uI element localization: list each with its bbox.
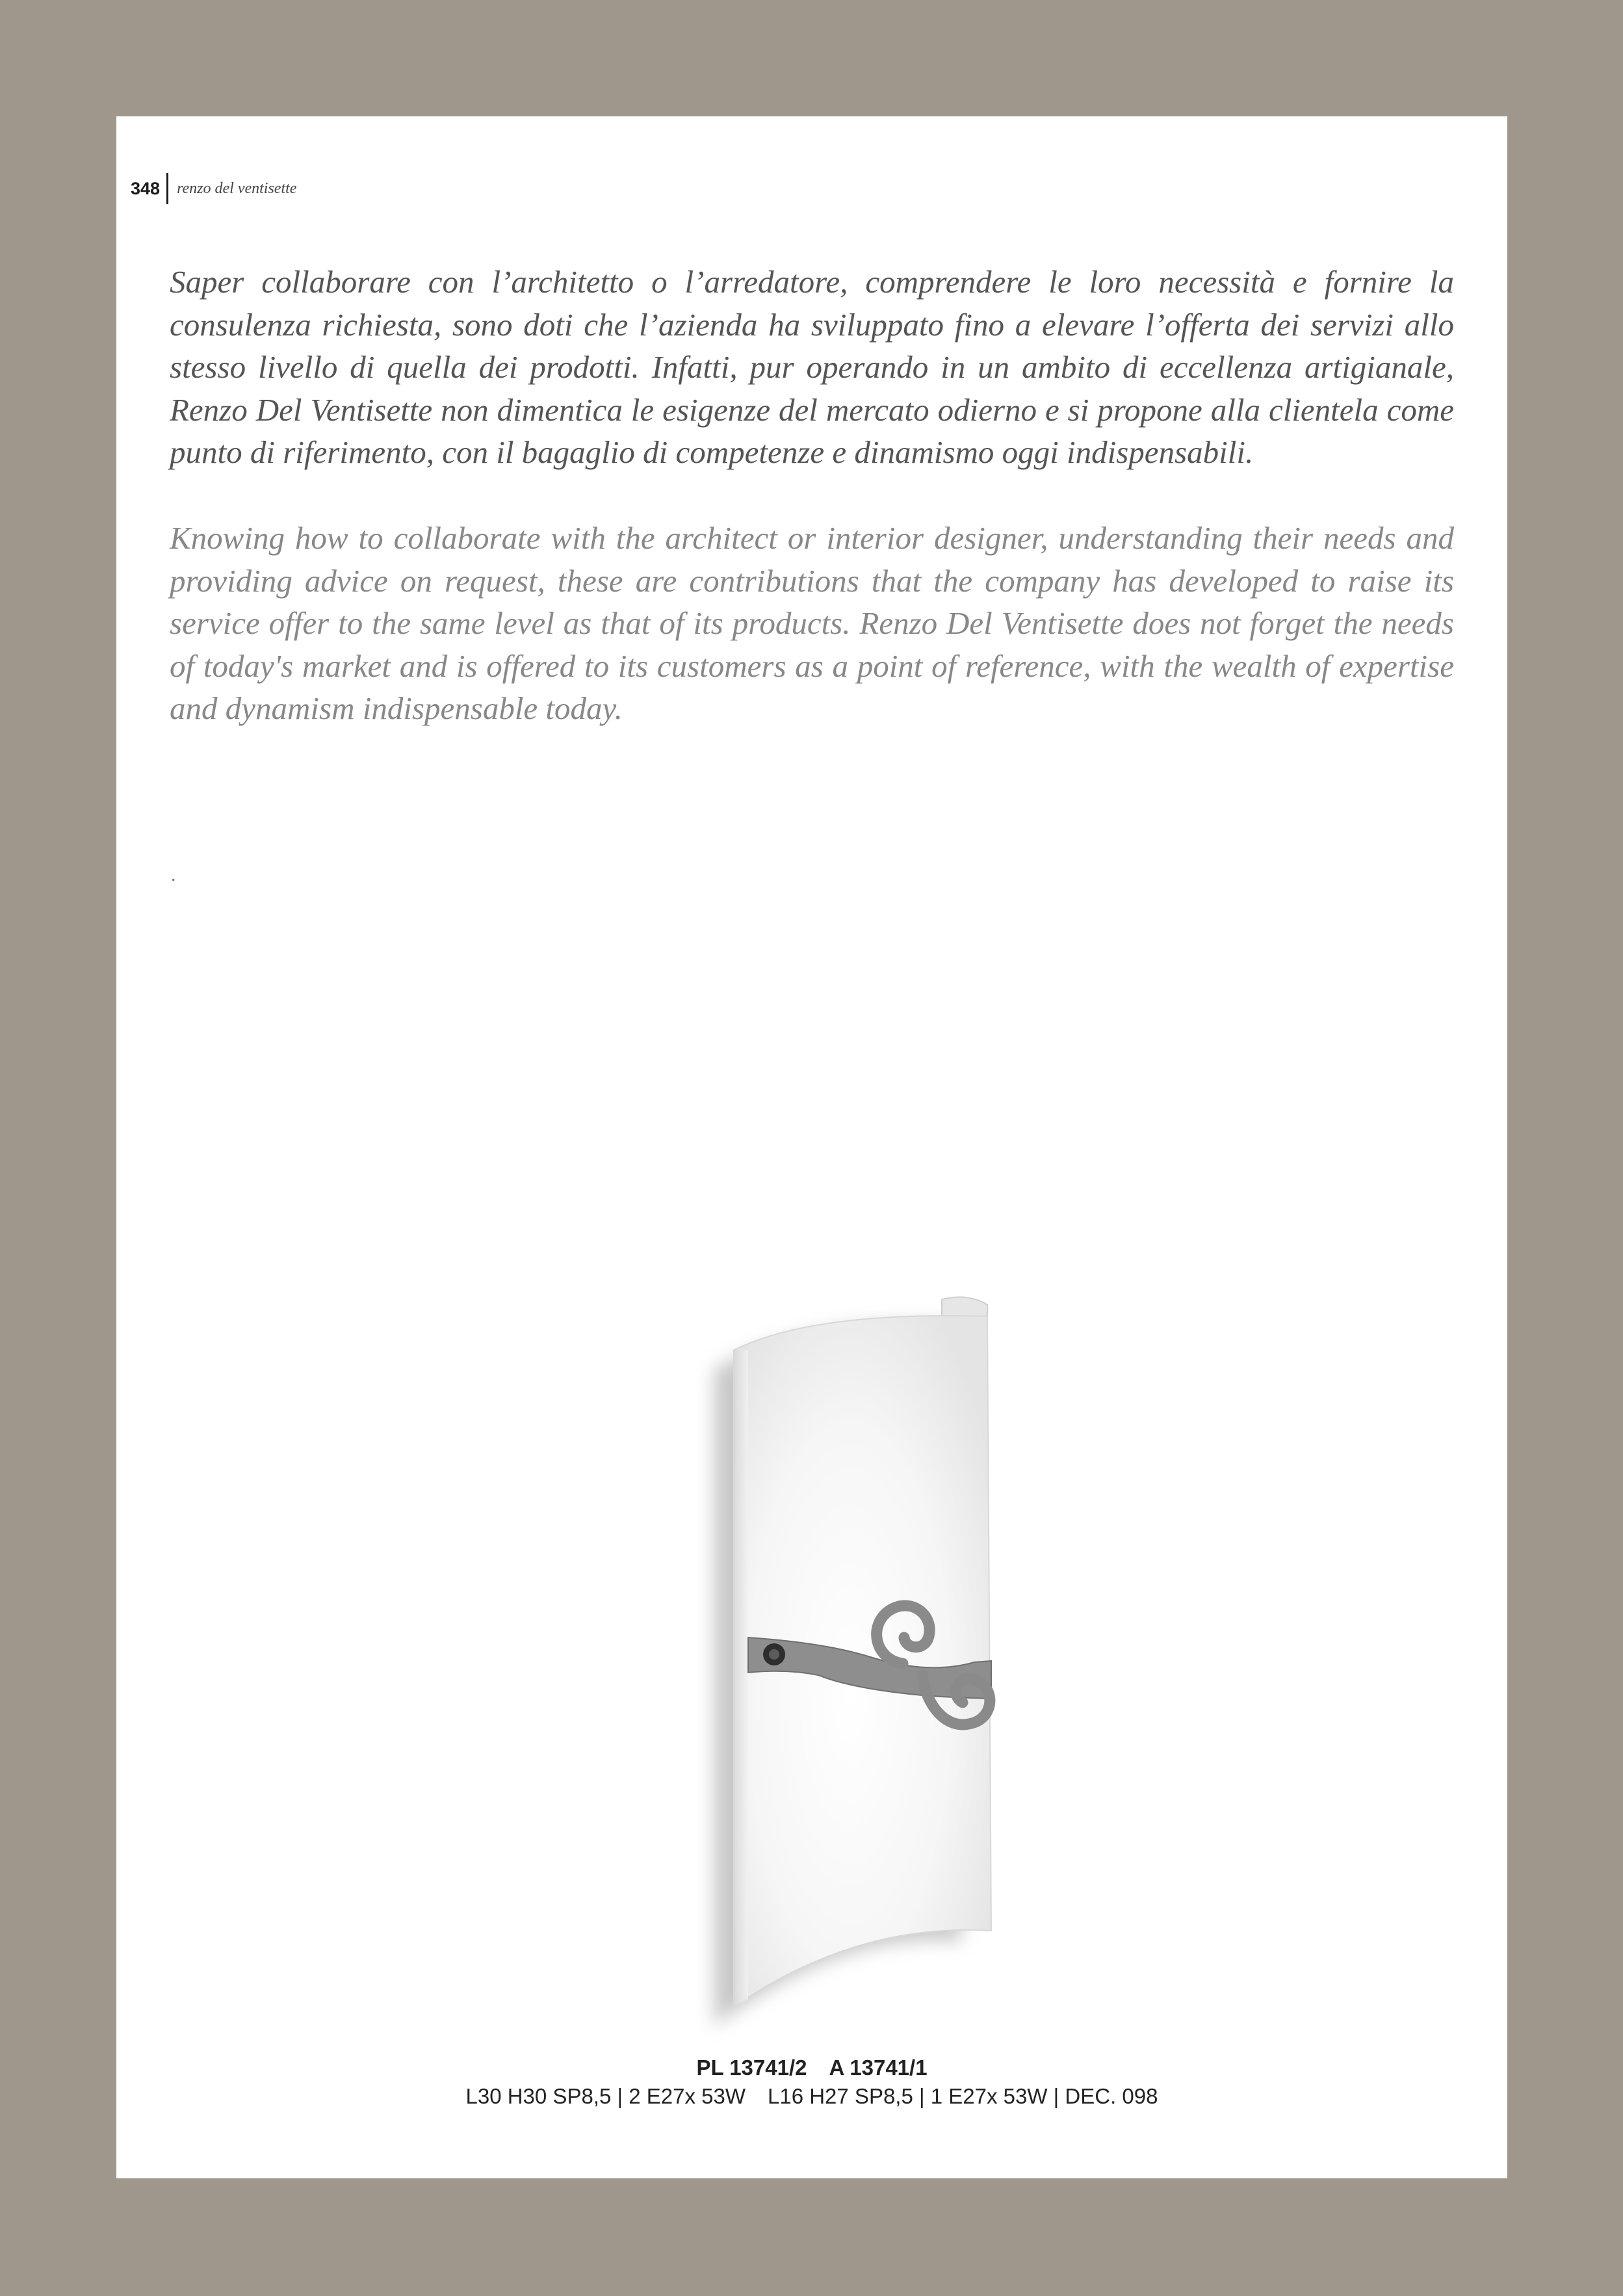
product-caption	[116, 2054, 1507, 2111]
product-code-a: A 13741/1	[829, 2055, 928, 2080]
catalog-page	[116, 116, 1507, 2178]
page-header	[131, 172, 296, 205]
page-number: 348	[131, 178, 161, 198]
product-codes	[116, 2054, 1507, 2082]
english-paragraph: Knowing how to collaborate with the architect or interior designer, understanding their needs and providing advice on request, these are contributions that the company has developed to raise its service offer to the same level as that of its products. Renzo Del Ventisette does not forget the needs of today's market and is offered to its customers as a point of reference, with the wealth of expertise and dynamism indispensable today.	[170, 520, 1454, 726]
header-divider	[166, 173, 168, 204]
product-code-pl: PL 13741/2	[696, 2055, 807, 2080]
product-specs	[116, 2082, 1507, 2111]
running-title: renzo del ventisette	[177, 179, 297, 197]
italian-paragraph: Saper collaborare con l’architetto o l’arredatore, comprendere le loro necessità e fornire la consulenza richiesta, sono doti che l’azienda ha sviluppato fino a elevare l’offerta dei servizi allo stesso livello di quella dei prodotti. Infatti, pur operando in un ambito di eccellenza artigianale, Renzo Del Ventisette non dimentica le esigenze del mercato odierno e si propone alla clientela come punto di riferimento, con il bagaglio di competenze e dinamismo oggi indispensabili.	[170, 264, 1454, 470]
wall-lamp-image	[578, 1220, 1046, 2078]
product-spec-pl: L30 H30 SP8,5 | 2 E27x 53W	[465, 2084, 746, 2108]
product-spec-a: L16 H27 SP8,5 | 1 E27x 53W | DEC. 098	[768, 2084, 1158, 2108]
trailing-dot: .	[171, 864, 176, 885]
